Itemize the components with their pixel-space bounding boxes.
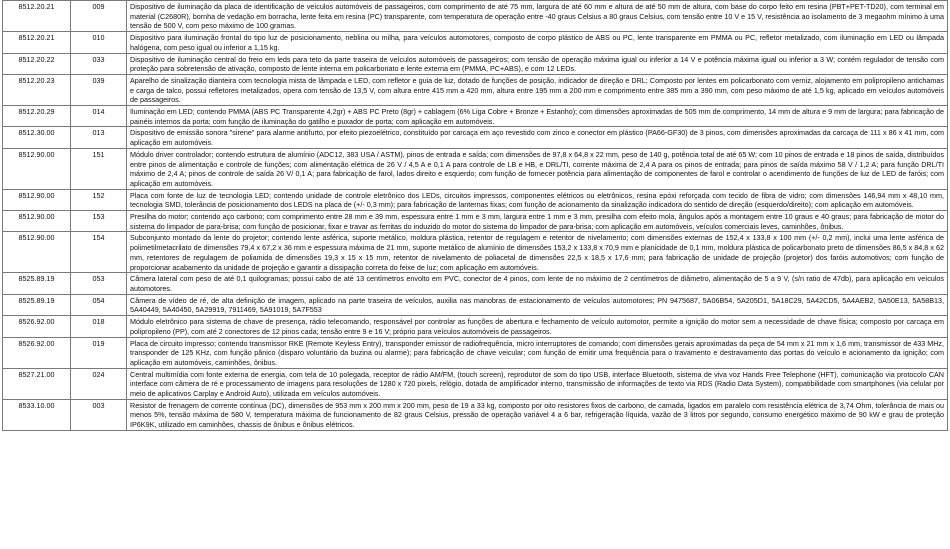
- table-row: [3, 232, 948, 273]
- ncm-code: 8512.90.00: [3, 148, 71, 189]
- product-description: Dispositivo de iluminação central do freio em leds para teto da parte traseira de veículos automóveis de passageiros; com tensão de operação máxima igual ou inferior a 14 V e potência máxima igual ou inferior a 3 W; contém regulador de tensão com proteção para sobretensão de ativação, composto de lente interna em policarbonato e lente externa em (PMMA, PC+ABS), e com 12 LEDs.: [127, 53, 948, 74]
- product-description: Dispositivo de iluminação da placa de identificação de veículos automóveis de passageiros, com comprimento de até 75 mm, largura de até 60 mm e altura de até 50 mm de altura, com base do corpo feito em resina (PBT+PET-TD20), com terminal em material (C2680R), bornha de vedação em borracha, lente feita em resina (PC) transparente, com temperatura de operação entre -40 graus Celsius a 80 graus Celsius, com tensão entre 10 V e 15 V, resistência ao isolamento de 3 megaohm mínimo à uma tensão de 500 V, com peso máximo de 100 gramas.: [127, 1, 948, 32]
- table-row: [3, 316, 948, 337]
- table-row: [3, 106, 948, 127]
- product-description: Placa de circuito impresso; contendo transmissor RKE (Remote Keyless Entry), transponder emissor de radiofrequência, micro interruptores de comando; com dimensões gerais aproximadas da peça de 54 mm x 21 mm x 1,6 mm, transmissor de 433 MHz, transponder de 125 KHz, com função pânico (disparo voluntário da buzina ou alarme); para fabricação de chave veicular; com função de emitir uma frequência para o travamento e destravamento das portas do veículo e acionamento da ignição; com aplicação em automóveis, caminhões, ônibus.: [127, 337, 948, 368]
- ex-number: 154: [71, 232, 127, 273]
- ncm-code: 8525.89.19: [3, 273, 71, 294]
- ncm-code: 8526.92.00: [3, 337, 71, 368]
- ex-number: 153: [71, 211, 127, 232]
- ex-number: 152: [71, 189, 127, 210]
- product-description: Dispositivo para iluminação frontal do tipo luz de posicionamento, neblina ou milha, para veículos automotores, composto de corpo plástico de ABS ou PC, lente transparente em PMMA ou PC, refletor metalizado, com iluminação em LED ou lâmpada halógena, com peso igual ou inferior a 1,15 kg.: [127, 32, 948, 53]
- ex-number: 013: [71, 127, 127, 148]
- ex-number: 039: [71, 74, 127, 105]
- product-description: Iluminação em LED; contendo PMMA (ABS PC Transparente 4,2gr) + ABS PC Preto (8gr) + cablagem (6% Liga Cobre + Bronze + Estanho); com dimensões aproximadas de 505 mm de comprimento, 14 mm de altura e 9 mm de largura; para fabricação de painéis internos da porta; com função de iluminação do gatilho e puxador de porta; com aplicação em automóveis.: [127, 106, 948, 127]
- product-description: Subconjunto montado da lente do projetor; contendo lente asférica, suporte metálico, moldura plástica, retentor de regulagem e retentor de nivelamento; com dimensões externas de 152,4 x 133,8 x 100 mm (+/- 0,2 mm), inclui uma lente asférica de polimetilmetacrilato de dimensões 79,4 x 67,2 x 36 mm e espessura máxima de 21 mm, suporte metálico de alumínio de dimensões 153,2 x 133,8 x 70,9 mm e planicidade de 0,1 mm, moldura plástica de policarbonato preto de dimensões 86,5 x 84,8 x 62 mm, retentores de regulagem de poliamida de dimensões 19,3 x 15 x 15 mm, retentor de nivelamento de poliacetal de dimensões 22,5 x 18,5 x 17,6 mm; para fabricação de unidade de projeção (projetor) dos faróis automotivos; com função de proporcionar acabamento da unidade de projeção e garantir a dissipação correta do feixe de luz; com aplicação em automóveis.: [127, 232, 948, 273]
- ex-number: 053: [71, 273, 127, 294]
- ncm-code: 8512.90.00: [3, 189, 71, 210]
- ex-number: 003: [71, 399, 127, 430]
- table-row: [3, 127, 948, 148]
- product-description: Central multimídia com fonte externa de energia, com tela de 10 polegada, receptor de rádio AM/FM, (touch screen), reprodutor de som do tipo USB, interface Bluetooth, sistema de viva voz Hands Free Telephone (HFT), comunicação via protocolo CAN interface com câmera de ré e processamento de imagens para resoluções de 1280 x 720 pixels, relógio, dotada de amplificador interno, transmissão de informações de texto via RDS (Radio Data System), compatibilidade com smartphones (via celular por meio de aplicativos Carplay e Android Auto), utilizada em veículos automóveis.: [127, 368, 948, 399]
- ncm-code: 8527.21.00: [3, 368, 71, 399]
- table-row: [3, 211, 948, 232]
- table-row: [3, 273, 948, 294]
- product-description: Presilha do motor; contendo aço carbono; com comprimento entre 28 mm e 39 mm, espessura entre 1 mm e 3 mm, largura entre 1 mm e 3 mm, presilha com efeito mola, ângulos após a montagem entre 10 graus e 40 graus; para fabricação de motor do sistema do limpador de para-brisa; com função de posicionar, fixar e travar as ferritas do induzido do motor do sistema do limpador de para-brisa; com aplicação em automóveis, veículos comerciais leves, caminhões, ônibus.: [127, 211, 948, 232]
- ncm-code: 8512.90.00: [3, 232, 71, 273]
- ncm-code: 8533.10.00: [3, 399, 71, 430]
- table-row: [3, 399, 948, 430]
- product-description: Módulo eletrônico para sistema de chave de presença, rádio telecomando, responsável por controlar as funções de abertura e fechamento de veículo automotor, permite a ignição do motor sem a necessidade de chave física; composto por carcaça em polipropileno (PP), com até 2 conectores de 12 pinos cada; tensão entre 9 e 16 V; próprio para veículos automóveis de passageiros.: [127, 316, 948, 337]
- ncm-code: 8512.20.22: [3, 53, 71, 74]
- table-row: [3, 148, 948, 189]
- product-description: Resistor de frenagem de corrente contínua (DC), dimensões de 953 mm x 200 mm x 200 mm, peso de 19 a 33 kg, composto por oito resistores fixos de carbono, de camada, ligados em paralelo com resistência elétrica de 3,74 Ohm, tolerância de mais ou menos 5%, tensão máxima de 580 V, temperatura máxima de funcionamento de 82 graus Celsius, pressão de operação variável 4 a 6 bar, refrigeração líquida, vazão de 3 litros por segundo, consumo energético máximo de 90 kW e grau de proteção IP6K9K, utilizado em caminhões, chassis de ônibus e ônibus elétricos.: [127, 399, 948, 430]
- ncm-code: 8512.30.00: [3, 127, 71, 148]
- ncm-code: 8512.20.21: [3, 1, 71, 32]
- product-description: Aparelho de sinalização dianteira com tecnologia mista de lâmpada e LED, com refletor e guia de luz, dotado de funções de posição, indicador de direção e DRL; Composto por lentes em policarbonato com verniz, alojamento em polipropileno antichamas e carga de talco, possui refletores metalizados, opera com tensão de 13,5 V, com altura entre 415 mm a 420 mm, altura entre 195 mm a 200 mm e comprimento entre 385 mm a 390 mm, com peso máximo de até 1,5 kg, aplicado em veículos automóveis de passageiros.: [127, 74, 948, 105]
- ex-number: 010: [71, 32, 127, 53]
- product-description: Câmera de vídeo de ré, de alta definição de imagem, aplicado na parte traseira de veículos, auxilia nas manobras de estacionamento de veículos automotores; PN 9475687, 5A06B54, 5A205D1, 5A18C29, 5A42CD5, 5A4AEB2, 5A50E13, 5A58B13, 5A40449, 5A40450, 5A29919, 7911469, 5A91019, 5A7F553: [127, 294, 948, 315]
- table-row: [3, 74, 948, 105]
- table-row: [3, 1, 948, 32]
- ncm-code: 8512.20.29: [3, 106, 71, 127]
- ncm-code: 8512.20.21: [3, 32, 71, 53]
- table-row: [3, 189, 948, 210]
- ex-tarifario-table: [2, 0, 948, 431]
- product-description: Módulo driver controlador; contendo estrutura de alumínio (ADC12, 383 USA / ASTM), pinos de entrada e saída; com dimensões de 97,8 x 64,8 x 22 mm, peso de 140 g, potência total de até 65 W; com 10 pinos de entrada e 18 pinos de saída, distribuídos entre pinos de alimentação e controle de funções; com alimentação elétrica de 26 V / 4,5 A e 0,1 A para controle de LB e HB, e DRL/TI, corrente máxima de 2,4 A para os pinos de entrada; para pinos de saída máximo 58 V / 1,2 A; para função DRL/TI máximo de 2,4 A; pinos de controle de saída 26 V/ 0,1 A; para fabricação de farol, lados direito e esquerdo; com função de fornecer potência para alimentação de componentes de farol e controlar o acendimento de funções de luz de LED de faróis; com aplicação em automóveis.: [127, 148, 948, 189]
- product-description: Câmera lateral com peso de até 0,1 quilogramas; possui cabo de até 13 centímetros envolto em PVC, conector de 4 pinos, com lente de no máximo de 2 centímetros de diâmetro, alimentação de 5 a 9 V, (s/n ratio de 47db), para aplicação em veículos automotores.: [127, 273, 948, 294]
- ex-number: 019: [71, 337, 127, 368]
- ncm-code: 8512.90.00: [3, 211, 71, 232]
- table-row: [3, 32, 948, 53]
- ex-number: 054: [71, 294, 127, 315]
- product-description: Dispositivo de emissão sonora "sirene" para alarme antifurto, por efeito piezoelétrico, constituído por carcaça em aço revestido com zinco e conector em plástico (PA66-GF30) de 3 pinos, com dimensões aproximadas da carcaça de 111 x 86 x 41 mm, com aplicação em automóveis.: [127, 127, 948, 148]
- ex-number: 151: [71, 148, 127, 189]
- ncm-code: 8526.92.00: [3, 316, 71, 337]
- ex-number: 014: [71, 106, 127, 127]
- ncm-code: 8525.89.19: [3, 294, 71, 315]
- table-row: [3, 294, 948, 315]
- table-row: [3, 337, 948, 368]
- ex-number: 009: [71, 1, 127, 32]
- ex-number: 033: [71, 53, 127, 74]
- product-description: Placa com fonte de luz de tecnologia LED; contendo unidade de controle eletrônico dos LEDs, circuitos impressos, componentes elétricos ou eletrônicos, resina epóxi reforçada com tecido de fibra de vidro; com dimensões 146,94 mm x 48,10 mm, tecnologia SMD, tolerância de posicionamento dos LEDS na placa de (+/- 0,3 mm); para fabricação de lanternas fixas; com função de acionamento da sinalização indicadora do sentido de direção (esquerdo/direito); com aplicação em automóveis.: [127, 189, 948, 210]
- table-row: [3, 53, 948, 74]
- table-row: [3, 368, 948, 399]
- ex-number: 024: [71, 368, 127, 399]
- ncm-code: 8512.20.23: [3, 74, 71, 105]
- ex-number: 018: [71, 316, 127, 337]
- table-body: [3, 1, 948, 431]
